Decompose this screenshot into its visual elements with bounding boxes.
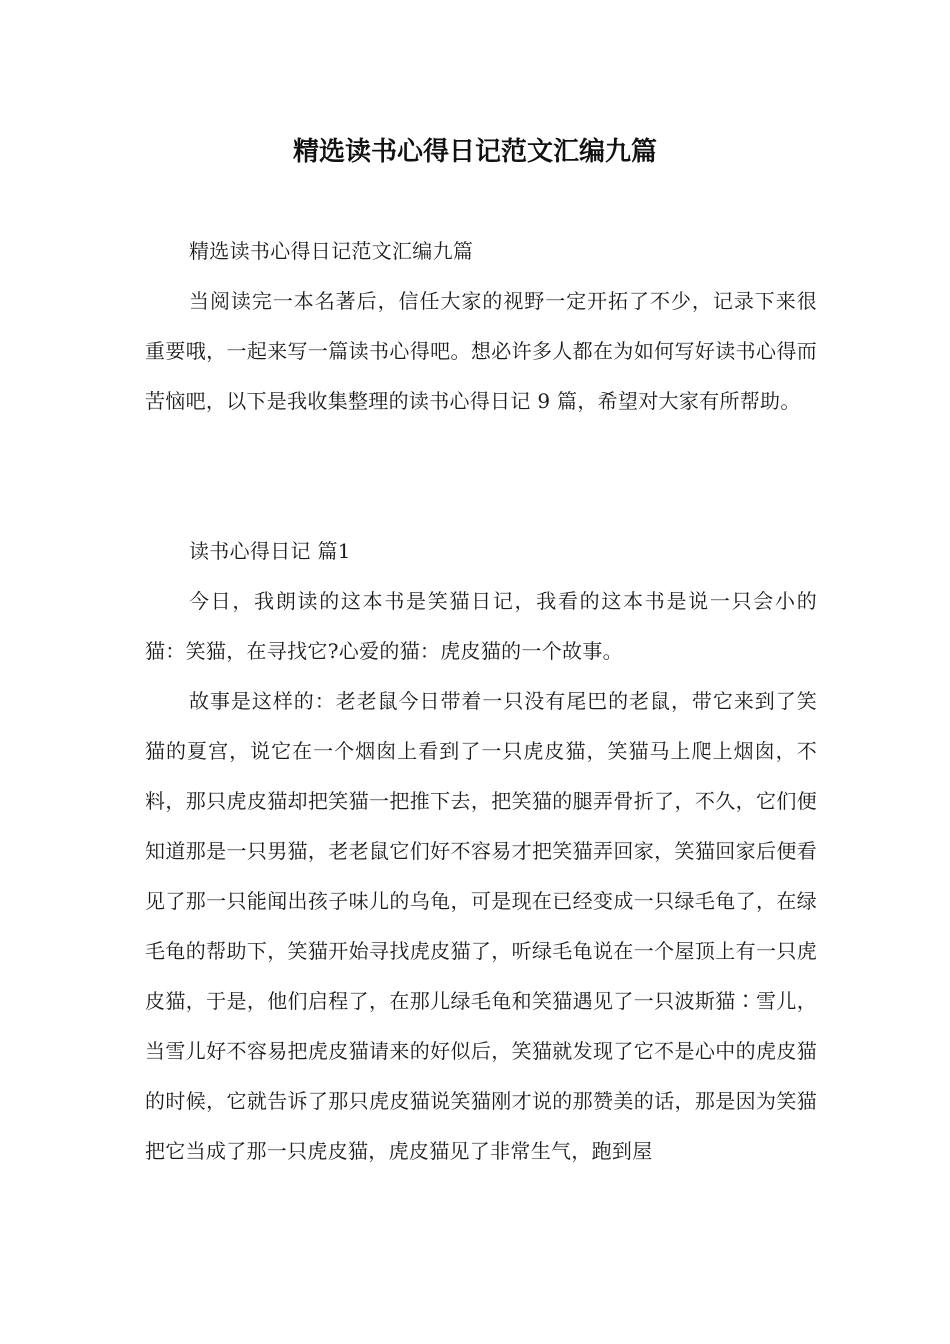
- section-heading: 读书心得日记 篇1: [189, 539, 351, 563]
- section-block: [145, 526, 817, 1176]
- section-paragraph: 今日，我朗读的这本书是笑猫日记，我看的这本书是说一只会小的猫：笑猫，在寻找它?心爱的猫：虎皮猫的一个故事。: [145, 589, 817, 663]
- intro-block: [145, 226, 817, 426]
- document-title: 精选读书心得日记范文汇编九篇: [292, 137, 657, 167]
- section-paragraph: 故事是这样的：老老鼠今日带着一只没有尾巴的老鼠，带它来到了笑猫的夏宫，说它在一个烟囱上看到了一只虎皮猫，笑猫马上爬上烟囱，不料，那只虎皮猫却把笑猫一把推下去，把笑猫的腿弄骨折了，不久，它们便知道那是一只男猫，老老鼠它们好不容易才把笑猫弄回家，笑猫回家后便看见了那一只能闻出孩子味儿的乌龟，可是现在已经变成一只绿毛龟了，在绿毛龟的帮助下，笑猫开始寻找虎皮猫了，听绿毛龟说在一个屋顶上有一只虎皮猫，于是，他们启程了，在那儿绿毛龟和笑猫遇见了一只波斯猫∶雪儿，当雪儿好不容易把虎皮猫请来的好似后，笑猫就发现了它不是心中的虎皮猫的时候，它就告诉了那只虎皮猫说笑猫刚才说的那赞美的话，那是因为笑猫把它当成了那一只虎皮猫，虎皮猫见了非常生气，跑到屋: [145, 689, 817, 1163]
- intro-paragraph: 当阅读完一本名著后，信任大家的视野一定开拓了不少，记录下来很重要哦，一起来写一篇读书心得吧。想必许多人都在为如何写好读书心得而苦恼吧，以下是我收集整理的读书心得日记 9 篇，希望对大家有所帮助。: [145, 289, 817, 413]
- intro-paragraph-subtitle: 精选读书心得日记范文汇编九篇: [189, 239, 474, 263]
